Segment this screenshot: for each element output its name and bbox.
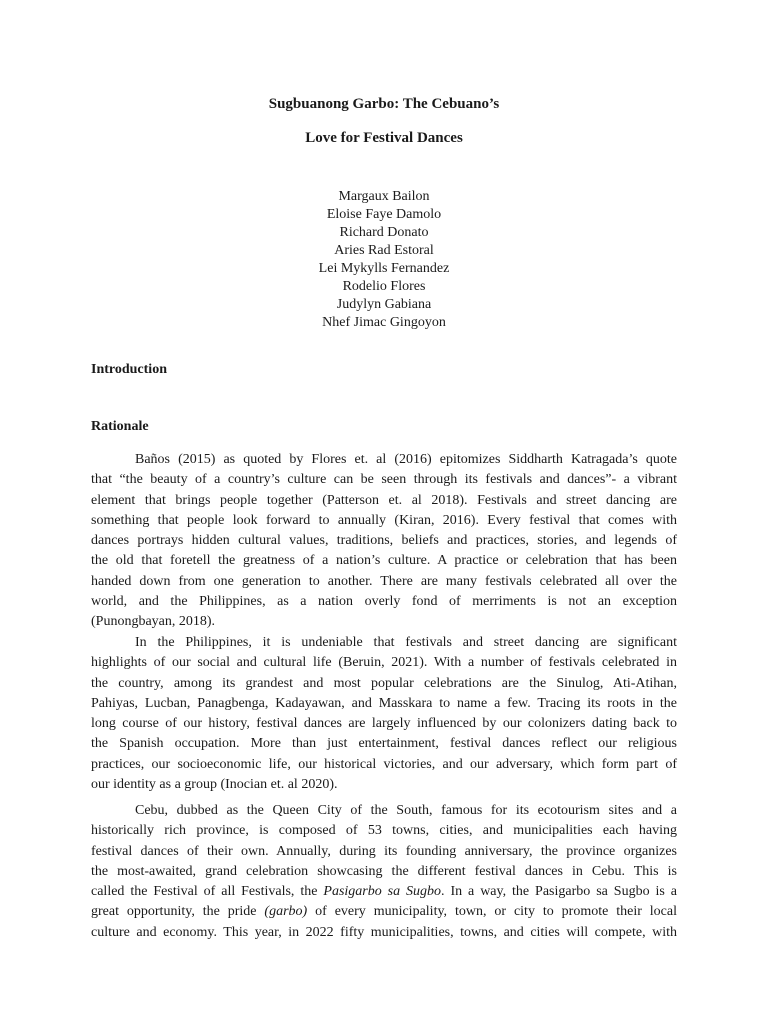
paragraph-line: something that people look forward to annually (Kiran, 2016). Every festival that comes with — [91, 512, 677, 528]
author-name: Margaux Bailon — [338, 189, 430, 204]
author-name: Nhef Jimac Gingoyon — [322, 315, 446, 330]
paragraph-line: the old that foretell the greatness of a nation’s culture. A practice or celebration that has been — [91, 553, 677, 569]
paragraph-line: Baños (2015) as quoted by Flores et. al (2016) epitomizes Siddharth Katragada’s quote — [135, 452, 677, 467]
paragraph-line: historically rich province, is composed of 53 towns, cities, and municipalities each having — [91, 823, 677, 839]
author-name: Aries Rad Estoral — [334, 243, 434, 258]
paragraph-3 — [91, 801, 677, 943]
paragraph-line: practices, our socioeconomic life, our historical victories, and our adversary, which form part of — [91, 756, 677, 772]
paragraph-line: world, and the Philippines, as a nation overly fond of merriments is not an exception — [91, 594, 677, 610]
paragraph-1 — [91, 450, 677, 633]
section-heading-introduction: Introduction — [91, 362, 167, 377]
festival-name-italic: Pasigarbo sa Sugbo — [323, 884, 442, 900]
paragraph-line: handed down from one generation to another. There are many festivals celebrated all over the — [91, 573, 677, 589]
paragraph-line: the country, among its grandest and most popular celebrations are the Sinulog, Ati-Atihan, — [91, 675, 677, 691]
garbo-term-italic: (garbo) — [264, 904, 308, 920]
paragraph-text: of every municipality, town, or city to promote their local — [307, 904, 677, 920]
paragraph-line: long course of our history, festival dances are largely influenced by our colonizers dating back to — [91, 716, 677, 732]
author-name: Lei Mykylls Fernandez — [318, 261, 450, 276]
author-name: Eloise Faye Damolo — [326, 207, 442, 222]
paragraph-line: dances portrays hidden cultural values, traditions, beliefs and practices, stories, and legends of — [91, 533, 677, 549]
paragraph-text: called the Festival of all Festivals, the — [91, 884, 324, 900]
document-title-line-2: Love for Festival Dances — [305, 130, 463, 146]
paragraph-line: culture and economy. This year, in 2022 fifty municipalities, towns, and cities will compete, with — [91, 924, 677, 940]
author-name: Rodelio Flores — [342, 279, 426, 294]
author-list — [0, 188, 768, 332]
author-name: Richard Donato — [339, 225, 429, 240]
subheading-rationale: Rationale — [91, 419, 149, 434]
paragraph-text: great opportunity, the pride — [91, 904, 265, 920]
paragraph-line: the Spanish occupation. More than just entertainment, festival dances reflect our religious — [91, 736, 677, 752]
paragraph-line: festival dances of their own. Annually, during its founding anniversary, the province organizes — [91, 843, 677, 859]
paragraph-line: Cebu, dubbed as the Queen City of the South, famous for its ecotourism sites and a — [135, 803, 677, 818]
paragraph-line: element that brings people together (Patterson et. al 2018). Festivals and street dancing are — [91, 492, 677, 508]
paragraph-2 — [91, 633, 677, 795]
document-title-line-1: Sugbuanong Garbo: The Cebuano’s — [268, 96, 500, 112]
author-name: Judylyn Gabiana — [336, 297, 432, 312]
paragraph-line: the most-awaited, grand celebration showcasing the different festival dances in Cebu. This is — [91, 863, 677, 879]
paragraph-line: our identity as a group (Inocian et. al 2020). — [91, 777, 338, 793]
paragraph-line: that “the beauty of a country’s culture can be seen through its festivals and dances”- a vibrant — [91, 472, 677, 488]
paragraph-line: (Punongbayan, 2018). — [91, 614, 216, 630]
paragraph-line: Pahiyas, Lucban, Panagbenga, Kadayawan, and Masskara to name a few. Tracing its roots in the — [91, 695, 677, 711]
paragraph-line — [91, 902, 677, 922]
paragraph-line: highlights of our social and cultural life (Beruin, 2021). With a number of festivals celebrated in — [91, 655, 677, 671]
paragraph-text: . In a way, the Pasigarbo sa Sugbo is a — [441, 884, 677, 900]
paragraph-line — [91, 882, 677, 902]
paragraph-line: In the Philippines, it is undeniable that festivals and street dancing are significant — [135, 635, 677, 650]
